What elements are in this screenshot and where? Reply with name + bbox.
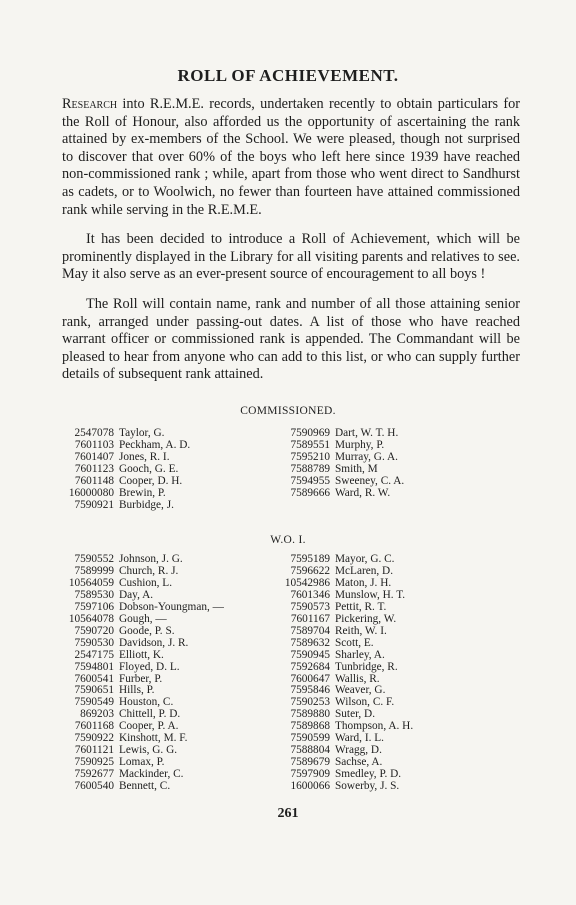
service-number: 7594955 (290, 474, 330, 487)
person-name: Dobson-Youngman, — (119, 600, 224, 613)
service-number: 7590530 (74, 636, 114, 649)
service-number: 7601103 (74, 438, 114, 451)
person-name: Scott, E. (335, 636, 374, 649)
person-name: Kinshott, M. F. (119, 732, 188, 745)
service-number: 7589868 (290, 720, 330, 733)
service-number: 7589999 (74, 564, 114, 577)
roll-entry (60, 650, 224, 662)
person-name: Gooch, G. E. (119, 462, 179, 475)
service-number: 7588789 (290, 462, 330, 475)
person-name: Smedley, P. D. (335, 768, 402, 781)
person-name: Sharley, A. (335, 648, 385, 661)
person-name: Hills, P. (119, 684, 155, 697)
wo1-heading: W.O. I. (270, 534, 306, 546)
person-name: Burbidge, J. (119, 498, 174, 511)
person-name: Sowerby, J. S. (335, 780, 400, 793)
service-number: 7590549 (74, 696, 114, 709)
person-name: Goode, P. S. (119, 624, 175, 637)
person-name: Johnson, J. G. (119, 553, 183, 565)
commissioned-list-left (60, 428, 190, 512)
service-number: 10542986 (284, 576, 330, 589)
service-number: 7589551 (290, 438, 330, 451)
service-number: 7588804 (290, 744, 330, 757)
service-number: 7590651 (74, 684, 114, 697)
person-name: Smith, M (335, 462, 378, 475)
service-number: 7597909 (290, 768, 330, 781)
roll-entry (276, 614, 413, 626)
person-name: Mackinder, C. (119, 768, 184, 781)
person-name: Houston, C. (119, 696, 174, 709)
service-number: 7590945 (290, 648, 330, 661)
service-number: 7590922 (74, 732, 114, 745)
service-number: 7589704 (290, 624, 330, 637)
intro-text (62, 96, 520, 396)
person-name: Tunbridge, R. (335, 660, 398, 673)
paragraph-1-body: into R.E.M.E. records, undertaken recently to obtain particulars for the Roll of Honour, also afforded us the opportunity of ascertaining the rank attained by ex-members of the School. We were pleased, though not surprised to discover that over 60% of the boys who left here since 1939 have reached non-commissioned rank ; while, apart from those who went direct to Sandhurst as cadets, or to Woolwich, no fewer than fourteen have attained commissioned rank while serving in the R.E.M.E. (62, 96, 520, 218)
wo1-list-right (276, 554, 413, 793)
person-name: McLaren, D. (335, 564, 394, 577)
person-name: Sachse, A. (335, 756, 383, 769)
service-number: 7590720 (74, 624, 114, 637)
person-name: Bennett, C. (119, 780, 171, 793)
service-number: 7601407 (74, 450, 114, 463)
roll-entry (276, 781, 413, 793)
person-name: Maton, J. H. (335, 576, 392, 589)
person-name: Murphy, P. (335, 438, 385, 451)
paragraph-1-lead: Research (62, 96, 118, 112)
service-number: 7590599 (290, 732, 330, 745)
commissioned-list-right (276, 428, 404, 500)
person-name: Dart, W. T. H. (335, 427, 399, 439)
person-name: Mayor, G. C. (335, 553, 395, 565)
service-number: 7592677 (74, 768, 114, 781)
service-number: 7594801 (74, 660, 114, 673)
page-number: 261 (277, 806, 299, 821)
person-name: Murray, G. A. (335, 450, 398, 463)
person-name: Jones, R. I. (119, 450, 170, 463)
paragraph-3: The Roll will contain name, rank and number of all those attaining senior rank, arranged under passing-out dates. A list of those who have reached warrant officer or commissioned rank is appended. The Commandant will be pleased to hear from anyone who can add to this list, or who can supply further details of subsequent rank attained. (62, 295, 520, 383)
service-number: 7589880 (290, 708, 330, 721)
person-name: Floyed, D. L. (119, 660, 180, 673)
service-number: 7600540 (74, 780, 114, 793)
roll-entry (276, 626, 413, 638)
person-name: Wallis, R. (335, 672, 380, 685)
service-number: 7601148 (74, 474, 114, 487)
service-number: 7601167 (290, 612, 330, 625)
paragraph-2: It has been decided to introduce a Roll of Achievement, which will be prominently displayed in the Library for all visiting parents and relatives to see. May it also serve as an ever-present source of encouragement to all boys ! (62, 231, 520, 283)
service-number: 7590253 (290, 696, 330, 709)
service-number: 7590552 (74, 553, 114, 565)
page-title: ROLL OF ACHIEVEMENT. (177, 66, 399, 85)
paragraph-1 (62, 96, 520, 219)
roll-entry (276, 662, 413, 674)
service-number: 7601168 (74, 720, 114, 733)
person-name: Davidson, J. R. (119, 636, 189, 649)
service-number: 7595189 (290, 553, 330, 565)
person-name: Elliott, K. (119, 648, 164, 661)
roll-entry (276, 638, 413, 650)
person-name: Taylor, G. (119, 427, 165, 439)
roll-entry (276, 650, 413, 662)
service-number: 7595846 (290, 684, 330, 697)
service-number: 7600647 (290, 672, 330, 685)
person-name: Cushion, L. (119, 576, 173, 589)
person-name: Gough, — (119, 612, 167, 625)
service-number: 7590573 (290, 600, 330, 613)
commissioned-heading: COMMISSIONED. (240, 405, 336, 417)
service-number: 7595210 (290, 450, 330, 463)
roll-entry (60, 626, 224, 638)
service-number: 2547078 (74, 427, 114, 439)
service-number: 16000080 (68, 486, 114, 499)
person-name: Lomax, P. (119, 756, 165, 769)
service-number: 7597106 (74, 600, 114, 613)
service-number: 7590969 (290, 427, 330, 439)
roll-entry (60, 500, 190, 512)
service-number: 7589632 (290, 636, 330, 649)
roll-entry (60, 488, 190, 500)
person-name: Day, A. (119, 588, 154, 601)
person-name: Church, R. J. (119, 564, 179, 577)
person-name: Ward, I. L. (335, 732, 384, 745)
person-name: Thompson, A. H. (335, 720, 414, 733)
person-name: Pettit, R. T. (335, 600, 387, 613)
person-name: Sweeney, C. A. (335, 474, 405, 487)
roll-entry (60, 638, 224, 650)
person-name: Peckham, A. D. (119, 438, 191, 451)
service-number: 7590921 (74, 498, 114, 511)
roll-entry (60, 614, 224, 626)
roll-entry (60, 662, 224, 674)
person-name: Cooper, P. A. (119, 720, 179, 733)
service-number: 7600541 (74, 672, 114, 685)
service-number: 1600066 (290, 780, 330, 793)
service-number: 7589666 (290, 486, 330, 499)
person-name: Suter, D. (335, 708, 376, 721)
service-number: 869203 (80, 708, 114, 721)
person-name: Weaver, G. (335, 684, 386, 697)
service-number: 7601121 (74, 744, 114, 757)
wo1-list-left (60, 554, 224, 793)
person-name: Cooper, D. H. (119, 474, 183, 487)
person-name: Reith, W. I. (335, 624, 387, 637)
person-name: Wragg, D. (335, 744, 382, 757)
person-name: Brewin, P. (119, 486, 166, 499)
roll-entry (60, 476, 190, 488)
service-number: 7601346 (290, 588, 330, 601)
person-name: Wilson, C. F. (335, 696, 395, 709)
roll-entry (60, 781, 224, 793)
person-name: Lewis, G. G. (119, 744, 178, 757)
roll-entry (276, 488, 404, 500)
service-number: 7601123 (74, 462, 114, 475)
person-name: Munslow, H. T. (335, 588, 406, 601)
service-number: 7590925 (74, 756, 114, 769)
person-name: Pickering, W. (335, 612, 397, 625)
service-number: 7589530 (74, 588, 114, 601)
roll-entry (276, 602, 413, 614)
service-number: 10564078 (68, 612, 114, 625)
service-number: 2547175 (74, 648, 114, 661)
service-number: 7589679 (290, 756, 330, 769)
person-name: Furber, P. (119, 672, 163, 685)
person-name: Ward, R. W. (335, 486, 391, 499)
service-number: 7592684 (290, 660, 330, 673)
roll-entry (60, 602, 224, 614)
roll-entry (276, 476, 404, 488)
service-number: 7596622 (290, 564, 330, 577)
person-name: Chittell, P. D. (119, 708, 181, 721)
service-number: 10564059 (68, 576, 114, 589)
